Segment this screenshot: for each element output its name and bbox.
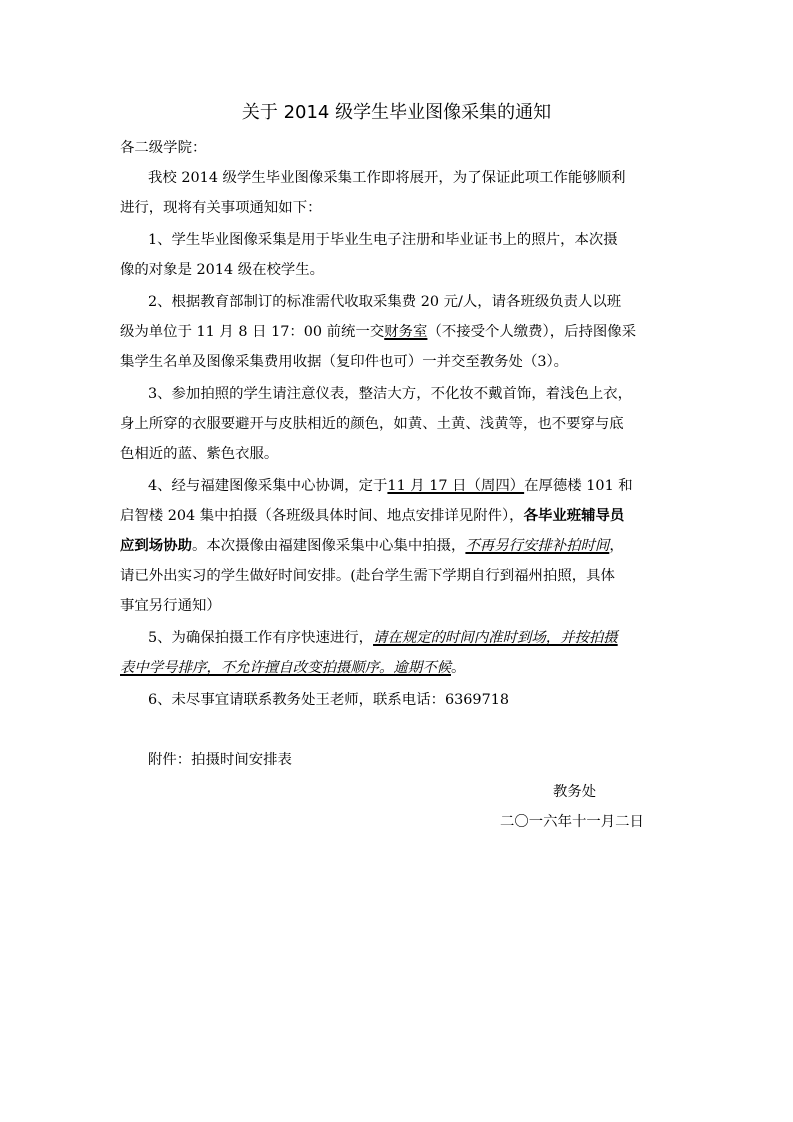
item4-line-3b: 。本次摄像由福建图像采集中心集中拍摄，: [191, 538, 466, 554]
item4-line-1c: 在厚德楼 101 和: [524, 478, 633, 494]
item3-line-2: 身上所穿的衣服要避开与皮肤相近的颜色，如黄、土黄、浅黄等，也不要穿与底: [120, 416, 624, 432]
shoot-date-emphasis: 11 月 17 日（周四）: [387, 478, 525, 494]
intro-line-2: 进行，现将有关事项通知如下：: [120, 200, 322, 216]
item4-line-3d: ，: [609, 538, 624, 554]
no-reshoot-emphasis: 不再另行安排补拍时间: [465, 538, 610, 554]
item3-line-1: 3、参加拍照的学生请注意仪表，整洁大方，不化妆不戴首饰，着浅色上衣，: [148, 386, 633, 402]
order-emphasis: 表中学号排序，不允许擅自改变拍摄顺序。逾期不候: [120, 660, 451, 676]
item2-line-3: 集学生名单及图像采集费用收据（复印件也可）一并交至教务处（3）。: [120, 354, 569, 370]
item4-line-4: 请已外出实习的学生做好时间安排。(赴台学生需下学期自行到福州拍照，具体: [120, 568, 615, 584]
item5-line-2b: 。: [451, 660, 466, 676]
item5-line-1a: 5、为确保拍摄工作有序快速进行，: [148, 630, 374, 646]
item4-line-1: [148, 476, 633, 496]
item4-line-2: [120, 506, 624, 526]
item5-line-1: [148, 628, 618, 648]
item2-line-2a: 级为单位于 11 月 8 日 17：00 前统一交: [120, 324, 385, 340]
item4-line-5: 事宜另行通知）: [120, 598, 221, 614]
counselor-emphasis-cont: 应到场协助: [120, 537, 192, 554]
item1-line-1: 1、学生毕业图像采集是用于毕业生电子注册和毕业证书上的照片，本次摄: [148, 232, 618, 248]
attachment-note: 附件：拍摄时间安排表: [148, 752, 292, 768]
notice-title: 关于 2014 级学生毕业图像采集的通知: [241, 102, 552, 123]
counselor-emphasis: 各毕业班辅导员: [523, 507, 625, 524]
item4-line-1a: 4、经与福建图像采集中心协调，定于: [148, 478, 388, 494]
item2-line-2: [120, 322, 636, 342]
signature-department: 教务处: [553, 784, 597, 800]
item3-line-3: 色相近的蓝、紫色衣服。: [120, 446, 279, 462]
signature-date: 二〇一六年十一月二日: [500, 814, 644, 830]
salutation: 各二级学院：: [120, 140, 207, 156]
intro-line-1: 我校 2014 级学生毕业图像采集工作即将展开，为了保证此项工作能够顺利: [148, 170, 626, 186]
finance-office-emphasis: 财务室: [384, 324, 428, 340]
punctuality-emphasis: 请在规定的时间内准时到场，并按拍摄: [373, 630, 618, 646]
item1-line-2: 像的对象是 2014 级在校学生。: [120, 262, 325, 278]
item4-line-3: [120, 536, 624, 556]
item4-line-2a: 启智楼 204 集中拍摄（各班级具体时间、地点安排详见附件），: [120, 508, 524, 524]
item5-line-2: [120, 658, 465, 678]
item2-line-2c: （不接受个人缴费），后持图像采: [427, 324, 637, 340]
item6: 6、未尽事宜请联系教务处王老师，联系电话：6369718: [148, 692, 510, 708]
item2-line-1: 2、根据教育部制订的标准需代收取采集费 20 元/人，请各班级负责人以班: [148, 294, 622, 310]
